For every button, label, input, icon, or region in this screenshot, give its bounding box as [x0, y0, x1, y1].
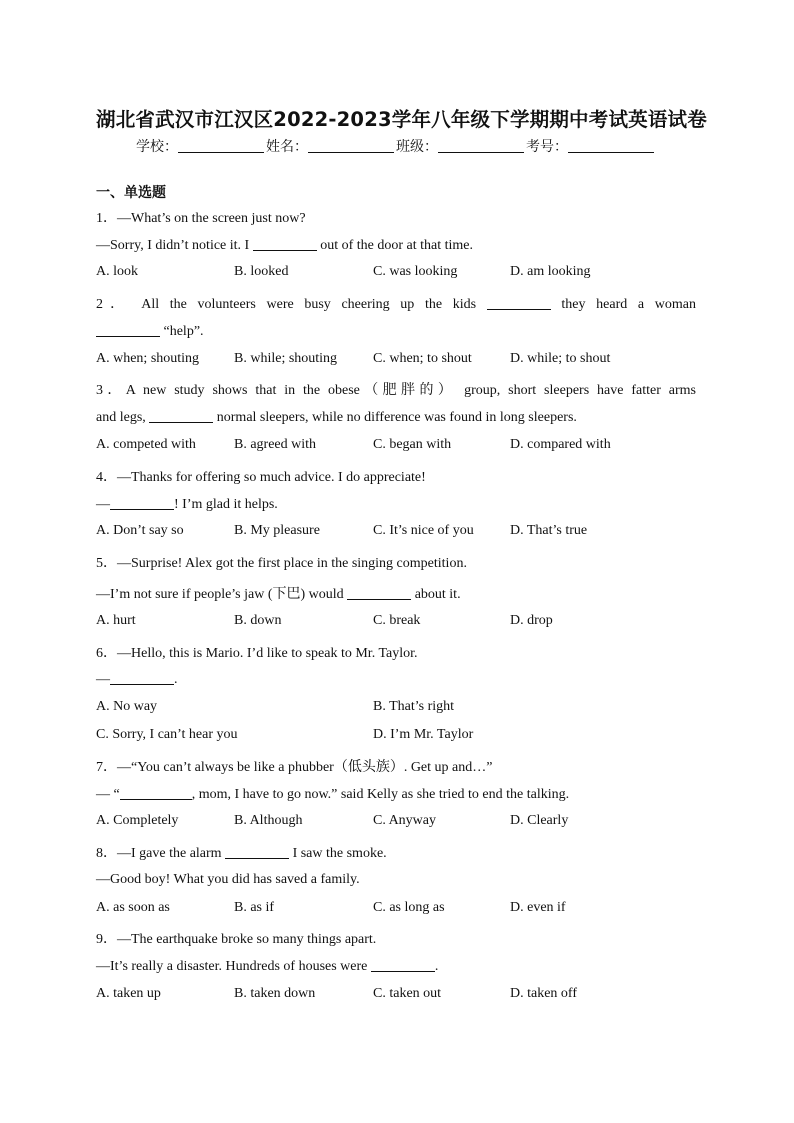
question-2-option-c[interactable]: C. when; to shout [373, 351, 472, 366]
question-1-option-d[interactable]: D. am looking [510, 264, 591, 279]
question-8-option-a[interactable]: A. as soon as [96, 900, 170, 915]
question-4-stem: 4．—Thanks for offering so much advice. I do appreciate! [96, 470, 426, 485]
answer-blank[interactable] [120, 786, 192, 800]
question-6-option-b[interactable]: B. That’s right [373, 699, 455, 714]
question-2-stem: 2． All the volunteers were busy cheering up the kids they heard a woman [96, 297, 697, 312]
name-label: 姓名： [266, 139, 308, 155]
class-label: 班级： [396, 139, 438, 155]
question-7-option-a[interactable]: A. Completely [96, 813, 179, 828]
question-1-option-a[interactable]: A. look [96, 264, 138, 279]
question-3-stem: 3．A new study shows that in the obese（肥胖的） group, short sleepers have fatter arms [96, 383, 696, 398]
name-blank[interactable] [308, 138, 394, 153]
question-1-stem: 1．—What’s on the screen just now? [96, 211, 306, 226]
question-4-option-a[interactable]: A. Don’t say so [96, 523, 184, 538]
question-4-option-d[interactable]: D. That’s true [510, 523, 588, 538]
question-7-option-c[interactable]: C. Anyway [373, 813, 436, 828]
question-6-answer-line: — . [96, 672, 178, 687]
question-1-answer-line: —Sorry, I didn’t notice it. I out of the door at that time. [96, 238, 473, 253]
question-1-option-b[interactable]: B. looked [234, 264, 289, 279]
question-8-stem: 8．—I gave the alarm I saw the smoke. [96, 846, 387, 861]
question-9-option-a[interactable]: A. taken up [96, 986, 161, 1001]
answer-blank[interactable] [110, 671, 174, 685]
question-7-option-d[interactable]: D. Clearly [510, 813, 569, 828]
question-6-option-a[interactable]: A. No way [96, 699, 158, 714]
question-3-option-c[interactable]: C. began with [373, 437, 452, 452]
question-5-answer-line: —I’m not sure if people’s jaw (下巴) would about it. [96, 587, 461, 602]
question-6-stem: 6．—Hello, this is Mario. I’d like to speak to Mr. Taylor. [96, 646, 418, 661]
question-3-answer-line: and legs, normal sleepers, while no difference was found in long sleepers. [96, 410, 577, 425]
question-4-option-b[interactable]: B. My pleasure [234, 523, 320, 538]
question-5-option-a[interactable]: A. hurt [96, 613, 136, 628]
question-2-option-a[interactable]: A. when; shouting [96, 351, 200, 366]
question-7-option-b[interactable]: B. Although [234, 813, 303, 828]
question-6-option-d[interactable]: D. I’m Mr. Taylor [373, 727, 474, 742]
question-4-answer-line: — ! I’m glad it helps. [96, 497, 278, 512]
question-2-option-b[interactable]: B. while; shouting [234, 351, 338, 366]
question-9-stem: 9．—The earthquake broke so many things apart. [96, 932, 377, 947]
question-4-option-c[interactable]: C. It’s nice of you [373, 523, 474, 538]
school-label: 学校： [136, 139, 178, 155]
student-info-row [96, 136, 696, 156]
question-2-answer-line: “help”. [96, 323, 696, 340]
question-5-option-c[interactable]: C. break [373, 613, 421, 628]
question-5-stem: 5．—Surprise! Alex got the first place in the singing competition. [96, 556, 467, 571]
school-blank[interactable] [178, 138, 264, 153]
question-3-option-b[interactable]: B. agreed with [234, 437, 317, 452]
question-9-option-b[interactable]: B. taken down [234, 986, 316, 1001]
answer-blank[interactable] [225, 845, 289, 859]
class-blank[interactable] [438, 138, 524, 153]
answer-blank[interactable] [347, 586, 411, 600]
question-2-option-d[interactable]: D. while; to shout [510, 351, 611, 366]
question-8-option-b[interactable]: B. as if [234, 900, 275, 915]
page-title: 湖北省武汉市江汉区2022-2023学年八年级下学期期中考试英语试卷 [96, 108, 707, 131]
question-3-option-a[interactable]: A. competed with [96, 437, 196, 452]
answer-blank[interactable] [110, 496, 174, 510]
question-8-option-d[interactable]: D. even if [510, 900, 566, 915]
question-5-option-b[interactable]: B. down [234, 613, 282, 628]
question-3-option-d[interactable]: D. compared with [510, 437, 611, 452]
section-title: 一、单选题 [96, 185, 166, 201]
answer-blank[interactable] [487, 296, 551, 310]
answer-blank[interactable] [371, 958, 435, 972]
question-7-stem: 7．—“You can’t always be like a phubber（低头族）. Get up and…” [96, 760, 493, 775]
question-9-option-c[interactable]: C. taken out [373, 986, 442, 1001]
question-5-option-d[interactable]: D. drop [510, 613, 553, 628]
question-8-reply: —Good boy! What you did has saved a family. [96, 872, 360, 887]
answer-blank[interactable] [96, 323, 160, 337]
exam-number-blank[interactable] [568, 138, 654, 153]
exam-number-label: 考号： [526, 139, 568, 155]
question-9-option-d[interactable]: D. taken off [510, 986, 577, 1001]
question-7-answer-line: — “ , mom, I have to go now.” said Kelly as she tried to end the talking. [96, 787, 570, 802]
answer-blank[interactable] [253, 237, 317, 251]
question-8-option-c[interactable]: C. as long as [373, 900, 445, 915]
answer-blank[interactable] [149, 409, 213, 423]
question-6-option-c[interactable]: C. Sorry, I can’t hear you [96, 727, 238, 742]
question-9-answer-line: —It’s really a disaster. Hundreds of houses were . [96, 959, 439, 974]
question-1-option-c[interactable]: C. was looking [373, 264, 458, 279]
